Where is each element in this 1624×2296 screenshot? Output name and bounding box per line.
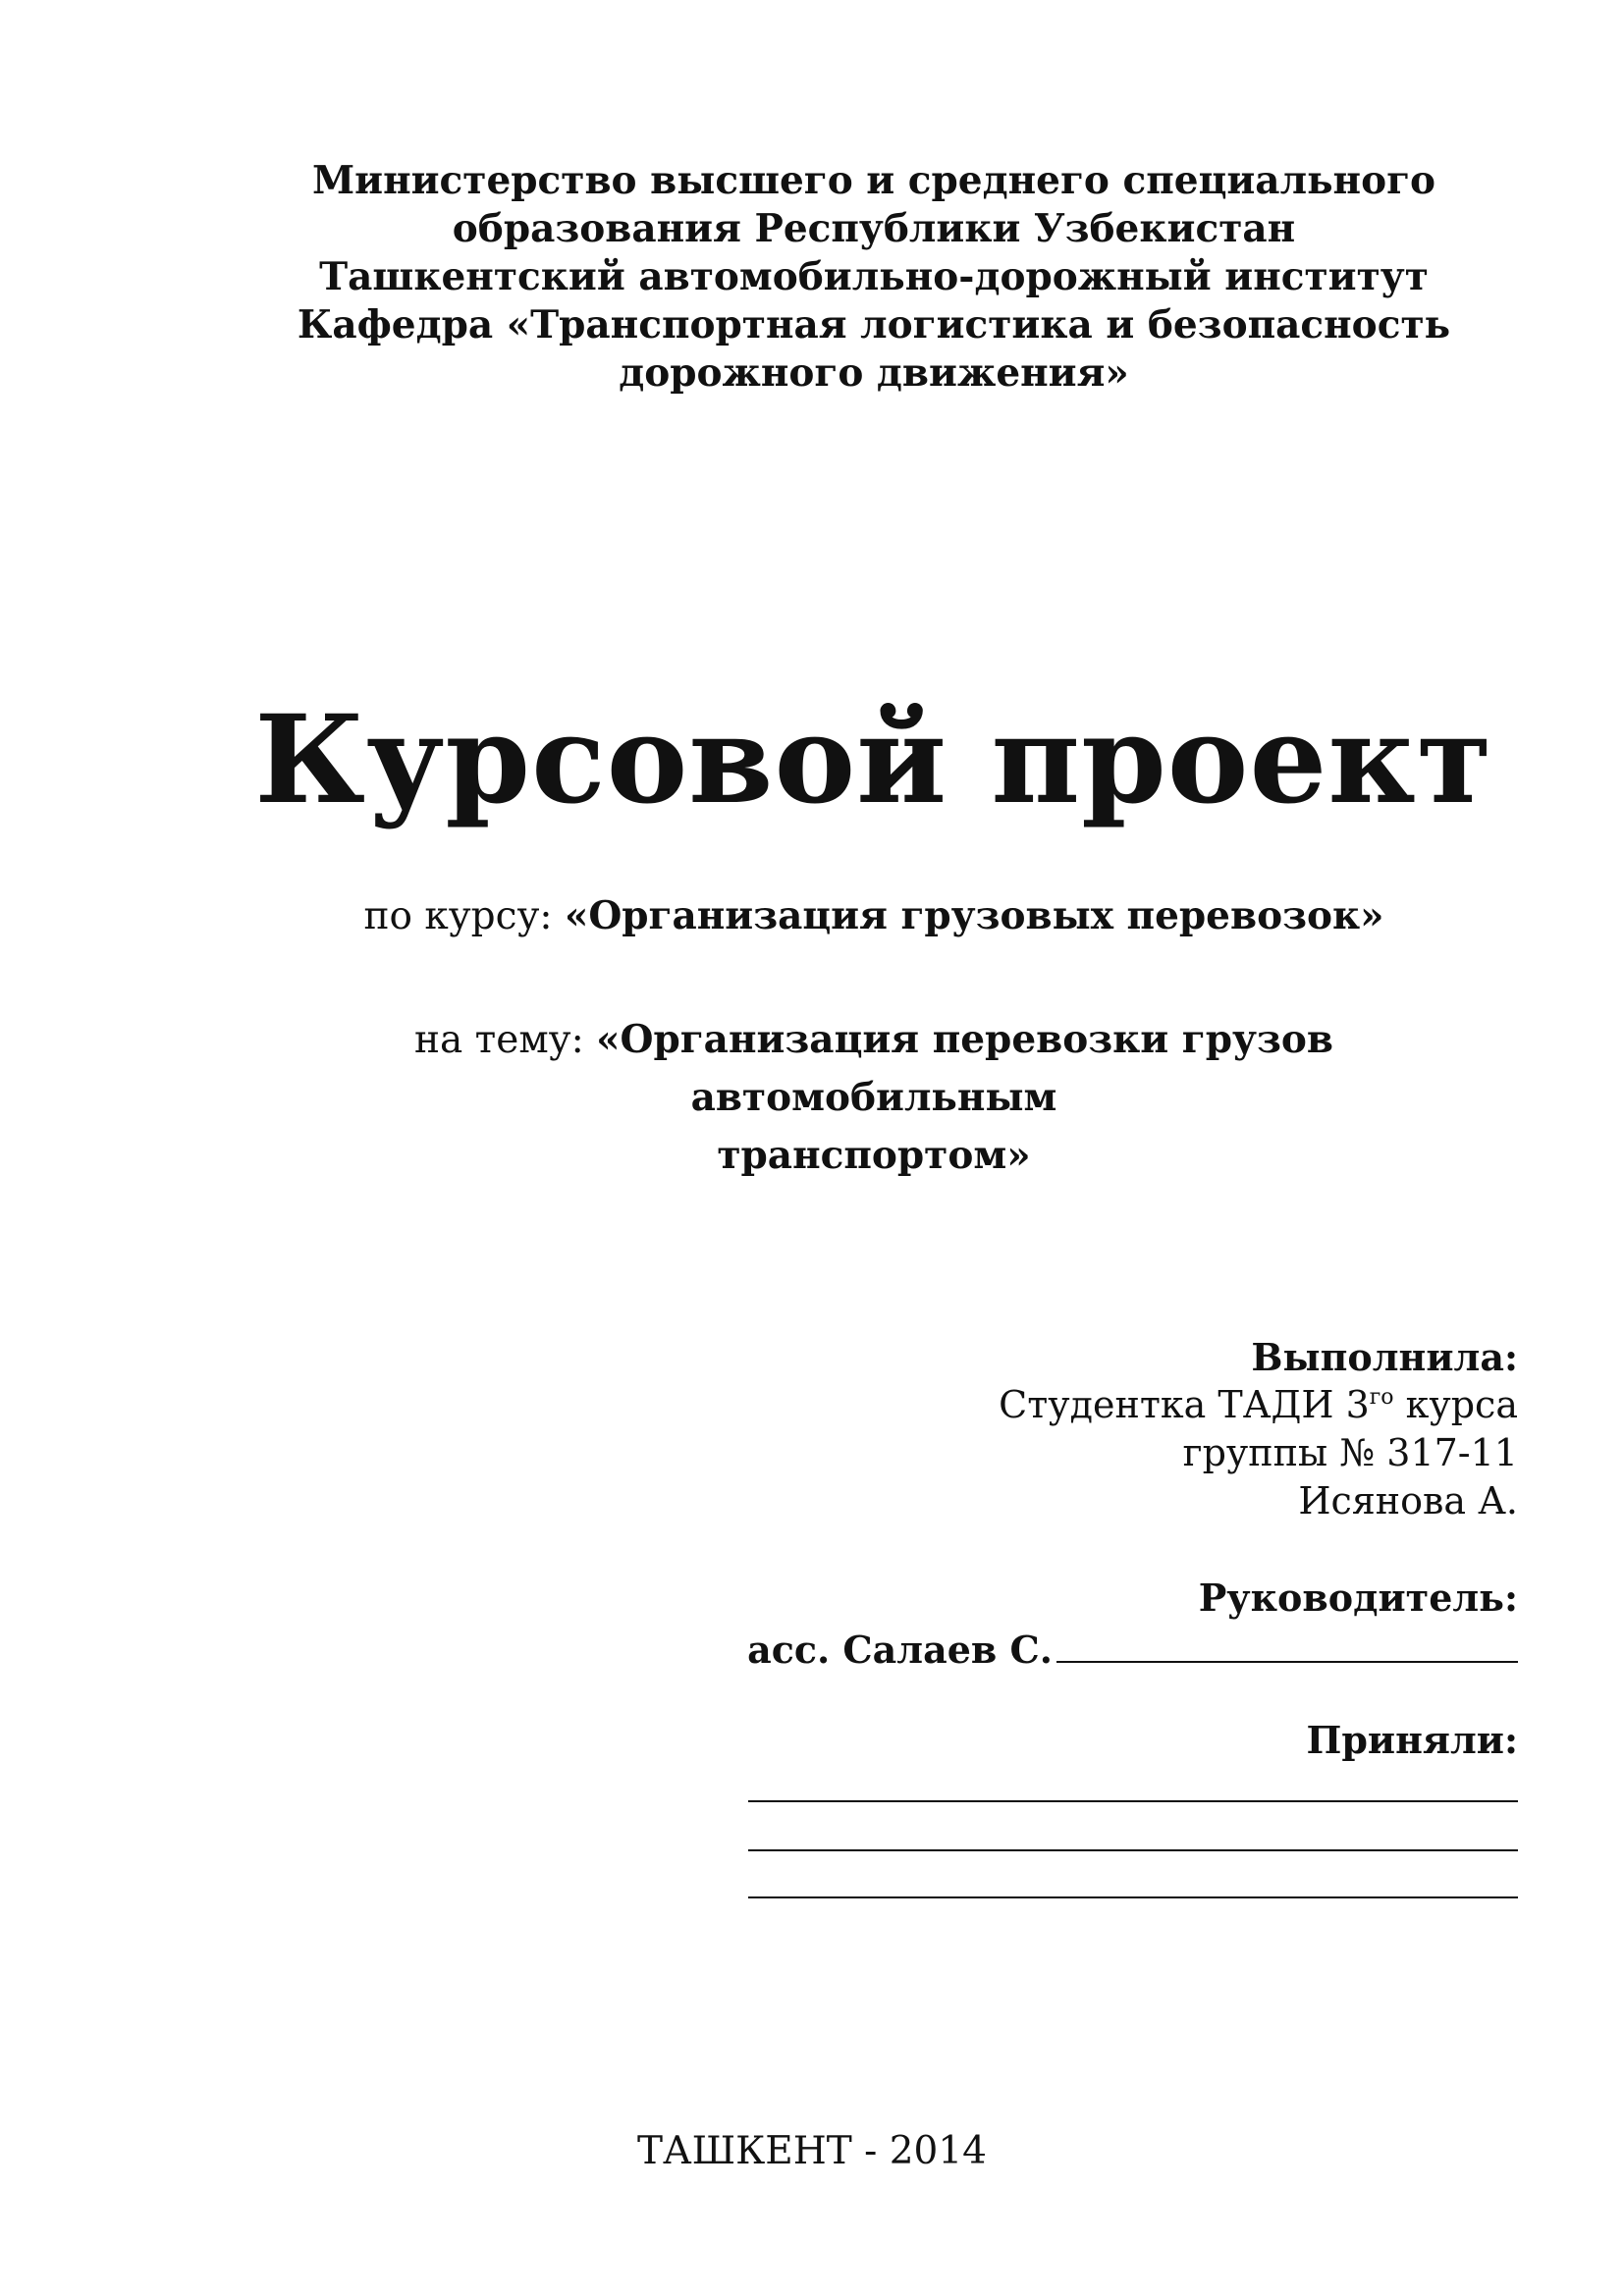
document-title: Курсовой проект xyxy=(254,689,1493,831)
topic-name-part2: транспортом» xyxy=(717,1133,1031,1178)
header-line-education: образования Республики Узбекистан xyxy=(452,206,1296,251)
performer-label: Выполнила: xyxy=(1251,1335,1518,1379)
topic-block xyxy=(226,1011,1522,1184)
accepted-signature-line-2 xyxy=(748,1849,1518,1851)
institution-header xyxy=(275,157,1473,398)
performer-student-line xyxy=(634,1381,1518,1429)
supervisor-signature-line xyxy=(1056,1622,1518,1663)
footer-city-year: ТАШКЕНТ - 2014 xyxy=(637,2129,987,2173)
performer-course-suffix: го xyxy=(1369,1385,1394,1410)
topic-name-part1: «Организация перевозки грузов автомобильным xyxy=(596,1017,1333,1120)
performer-student-text: Студентка ТАДИ 3 xyxy=(999,1383,1370,1426)
accepted-label: Приняли: xyxy=(1306,1718,1518,1762)
supervisor-label: Руководитель: xyxy=(1198,1575,1518,1620)
course-line xyxy=(196,891,1551,941)
topic-line-1 xyxy=(226,1011,1522,1127)
accepted-block xyxy=(634,1716,1518,1764)
performer-name: Исянова А. xyxy=(1298,1479,1518,1522)
supervisor-line xyxy=(634,1622,1518,1674)
topic-prefix: на тему: xyxy=(414,1018,597,1062)
performer-block xyxy=(634,1333,1518,1525)
supervisor-name: асс. Салаев С. xyxy=(747,1628,1053,1672)
accepted-signature-line-3 xyxy=(748,1896,1518,1898)
course-name: «Организация грузовых перевозок» xyxy=(564,893,1384,938)
header-line-institute: Ташкентский автомобильно-дорожный институт xyxy=(319,254,1429,299)
performer-course-word: курса xyxy=(1393,1383,1518,1426)
accepted-signature-line-1 xyxy=(748,1800,1518,1802)
course-prefix: по курсу: xyxy=(363,894,565,938)
header-line-department: Кафедра «Транспортная логистика и безопасность xyxy=(297,302,1451,347)
header-line-ministry: Министерство высшего и среднего специального xyxy=(311,158,1436,203)
header-line-department-cont: дорожного движения» xyxy=(619,350,1129,396)
supervisor-block xyxy=(634,1574,1518,1674)
performer-group: группы № 317-11 xyxy=(1182,1431,1518,1474)
